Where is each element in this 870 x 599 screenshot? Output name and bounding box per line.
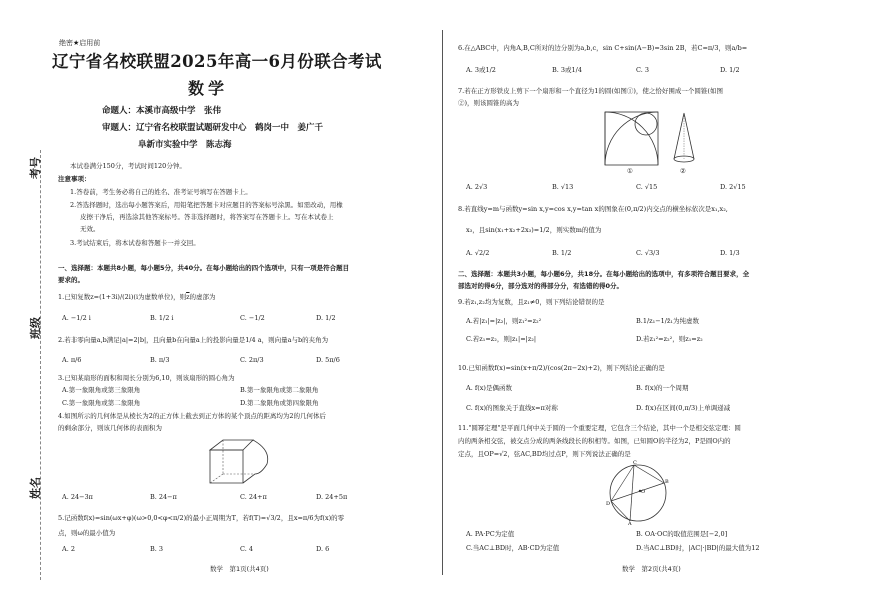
q7-fig2-label: ② (680, 167, 686, 175)
q11-option-b[interactable]: B. OA·OC的取值范围是[−2,0] (636, 530, 728, 538)
q7-option-c[interactable]: C. √15 (636, 183, 658, 191)
q10-option-b[interactable]: B. f(x)的一个周期 (636, 384, 689, 392)
q3-option-b[interactable]: B.第一象限角或第二象限角 (240, 386, 319, 394)
q8-option-b[interactable]: B. 1/2 (552, 249, 572, 257)
q3-option-c[interactable]: C.第一象限角或第二象限角 (62, 399, 141, 407)
q10-option-c[interactable]: C. f(x)的图象关于直线x=π对称 (466, 404, 558, 412)
q11-option-c[interactable]: C.当AC⊥BD时，AB·CD为定值 (466, 544, 560, 552)
notice-1: 1.答卷前，考生务必将自己的姓名、准考证号填写在答题卡上。 (70, 188, 252, 196)
q6-option-a[interactable]: A. 3或1/2 (466, 66, 496, 74)
q9-option-b[interactable]: B.1/z₁−1/z̄₁为纯虚数 (636, 317, 700, 325)
q5-option-c[interactable]: C. 4 (240, 545, 254, 553)
q11-option-d[interactable]: D.当AC⊥BD时，|AC|·|BD|的最大值为12 (636, 544, 760, 552)
q8-option-a[interactable]: A. √2/2 (466, 249, 490, 257)
svg-text:A: A (628, 521, 632, 527)
reviewer-line-1: 审题人：辽宁省名校联盟试题研发中心 鹤岗一中 姜广千 (102, 123, 324, 133)
q11-stem-3: 定点，且OP=√2，弦AC,BD均过点P，则下列说法正确的是 (458, 450, 631, 458)
q6-option-c[interactable]: C. 3 (636, 66, 650, 74)
q6-option-d[interactable]: D. 1/2 (720, 66, 740, 74)
q11-stem-1: 11."圆幂定理"是平面几何中关于圆的一个重要定理，它包含三个结论，其中一个是相交弦定理：圆 (458, 424, 741, 432)
reviewer-line-2: 阜新市实验中学 陈志海 (138, 140, 232, 150)
q4-cube-figure (205, 436, 280, 486)
section1-heading-2: 要求的。 (58, 276, 84, 284)
q5-option-d[interactable]: D. 6 (316, 545, 330, 553)
q5-stem-1: 5.记函数f(x)=sin(ωx+φ)(ω>0,0<φ<π/2)的最小正周期为T，若f(T)=√3/2，且x=π/6为f(x)的零 (58, 514, 345, 522)
svg-text:C: C (633, 460, 637, 466)
q7-stem-1: 7.若在正方形铁皮上剪下一个扇形和一个直径为1的圆(如图①)，使之恰好围成一个圆锥(如图 (458, 87, 723, 95)
q3-options (62, 386, 422, 414)
q9-stem: 9.若z₁,z₂均为复数，且z₁≠0，则下列结论错误的是 (458, 298, 605, 306)
q7-cone-figure (672, 111, 696, 167)
q5-option-a[interactable]: A. 2 (62, 545, 75, 553)
notice-heading: 注意事项： (58, 175, 91, 183)
side-label-kaohao: 考号 (29, 157, 42, 179)
q4-stem-2: 的剩余部分，则该几何体的表面积为 (58, 424, 162, 432)
q1-stem (58, 293, 216, 302)
q1-option-d[interactable]: D. 1/2 (316, 314, 336, 322)
q1-formula: z=(1+3i)/(2i) (90, 293, 134, 301)
q3-stem: 3.已知某扇形的面积和周长分别为6,10，则该扇形的圆心角为 (58, 374, 235, 382)
q7-option-d[interactable]: D. 2√15 (720, 183, 746, 191)
q2-option-d[interactable]: D. 5π/6 (316, 356, 340, 364)
q4-option-d[interactable]: D. 24+5π (316, 493, 348, 501)
q10-option-d[interactable]: D. f(x)在区间(0,π/3)上单调递减 (636, 404, 731, 412)
q1-stem-c: $\overline{z}$ (186, 293, 190, 301)
exam-title: 辽宁省名校联盟2025年高一6月份联合考试 (52, 52, 382, 71)
q6-stem: 6.在△ABC中，内角A,B,C所对的边分别为a,b,c，sin C+sin(A−B)=3sin 2B，若C=π/3，则a/b= (458, 44, 748, 52)
notice-3: 3.考试结束后，将本试卷和答题卡一并交回。 (70, 239, 200, 247)
q1-option-a[interactable]: A. −1/2 i (62, 314, 91, 322)
q7-fig1-label: ① (627, 167, 633, 175)
q6-option-b[interactable]: B. 3或1/4 (552, 66, 583, 74)
notice-2a: 2.答选择题时，选出每小题答案后，用铅笔把答题卡对应题目的答案标号涂黑。如需改动，用橡 (70, 201, 343, 209)
secret-mark: 绝密★启用前 (59, 39, 101, 47)
q2-stem: 2.若非零向量a,b满足|a|=2|b|，且向量b在向量a上的投影向量是1/4 a，则向量a与b的夹角为 (58, 336, 329, 344)
score-info: 本试卷满分150分，考试时间120分钟。 (70, 162, 186, 170)
footer-right: 数学 第2页(共4页) (622, 565, 681, 573)
q8-option-d[interactable]: D. 1/3 (720, 249, 740, 257)
q3-option-a[interactable]: A.第一象限角或第三象限角 (62, 386, 141, 394)
notice-2c: 无效。 (80, 225, 100, 233)
q4-option-a[interactable]: A. 24−3π (62, 493, 93, 501)
q2-option-a[interactable]: A. π/6 (62, 356, 82, 364)
side-label-xingming: 姓名 (29, 477, 42, 499)
q5-stem-2: 点，则ω的最小值为 (58, 529, 116, 537)
q10-options (466, 384, 836, 410)
q3-option-d[interactable]: D.第二象限角或第四象限角 (240, 399, 319, 407)
q10-option-a[interactable]: A. f(x)是偶函数 (466, 384, 512, 392)
q2-option-b[interactable]: B. π/3 (150, 356, 170, 364)
svg-text:D: D (606, 501, 611, 507)
q7-stem-2: ②)，则该圆锥的高为 (458, 99, 520, 107)
q8-stem-2: x₃，且sin(x₁+x₂+2x₃)=1/2，则实数m的值为 (466, 226, 602, 234)
q11-options (466, 530, 836, 554)
section2-heading: 二、选择题：本题共3小题，每小题6分，共18分。在每小题给出的选项中，有多项符合题目要求，全 (458, 270, 750, 278)
subject-title: 数学 (188, 79, 229, 98)
footer-left: 数学 第1页(共4页) (210, 565, 269, 573)
q1-stem-b: (i为虚数单位)，则 (133, 293, 187, 301)
q8-stem-1: 8.若直线y=m与函数y=sin x,y=cos x,y=tan x的图象在(0,π/2)内交点的横坐标依次是x₁,x₂, (458, 205, 728, 213)
q7-option-a[interactable]: A. 2√3 (466, 183, 488, 191)
q4-option-b[interactable]: B. 24−π (150, 493, 177, 501)
q1-option-b[interactable]: B. 1/2 i (150, 314, 174, 322)
svg-text:O: O (641, 489, 646, 495)
q1-stem-a: 1.已知复数 (58, 293, 91, 301)
section2-heading-2: 部选对的得6分，部分选对的得部分分，有选错的得0分。 (458, 282, 624, 290)
notice-2b: 皮擦干净后，再选涂其他答案标号。答非选择题时，将答案写在答题卡上。写在本试卷上 (80, 213, 334, 221)
q7-option-b[interactable]: B. √13 (552, 183, 574, 191)
q10-stem: 10.已知函数f(x)=sin(x+π/2)/(cos(2π−2x)+2)，则下列结论正确的是 (458, 364, 665, 372)
q1-stem-d: 的虚部为 (189, 293, 216, 301)
q2-option-c[interactable]: C. 2π/3 (240, 356, 264, 364)
q4-option-c[interactable]: C. 24+π (240, 493, 267, 501)
q9-option-a[interactable]: A.若|z₁|=|z₂|，则z₁²=z₂² (466, 317, 542, 325)
author-line: 命题人：本溪市高级中学 张伟 (102, 106, 222, 116)
section1-heading: 一、选择题：本题共8小题，每小题5分，共40分。在每小题给出的四个选项中，只有一项是符合题目 (58, 264, 350, 272)
q9-options (466, 317, 836, 341)
q9-option-c[interactable]: C.若z₁=z₂，则|z₁|=|z₂| (466, 335, 537, 343)
q7-square-figure (604, 111, 659, 166)
q1-option-c[interactable]: C. −1/2 (240, 314, 265, 322)
q9-option-d[interactable]: D.若z₁²=z₂²，则z₁=z₂ (636, 335, 703, 343)
q11-stem-2: 内的两条相交弦，被交点分成的两条线段长的积相等。如图，已知圆O的半径为2，P是圆O内的 (458, 437, 731, 445)
q4-stem-1: 4.如图所示的几何体是从棱长为2的正方体上截去到正方体的某个顶点的距离均为2的几何体后 (58, 412, 326, 420)
svg-text:B: B (665, 479, 669, 485)
binding-line (40, 150, 41, 580)
side-label-banji: 班级 (29, 317, 42, 339)
q5-option-b[interactable]: B. 3 (150, 545, 164, 553)
column-divider (442, 30, 443, 575)
q11-option-a[interactable]: A. PA·PC为定值 (466, 530, 515, 538)
q8-option-c[interactable]: C. √3/3 (636, 249, 660, 257)
q11-circle-figure (606, 461, 670, 525)
